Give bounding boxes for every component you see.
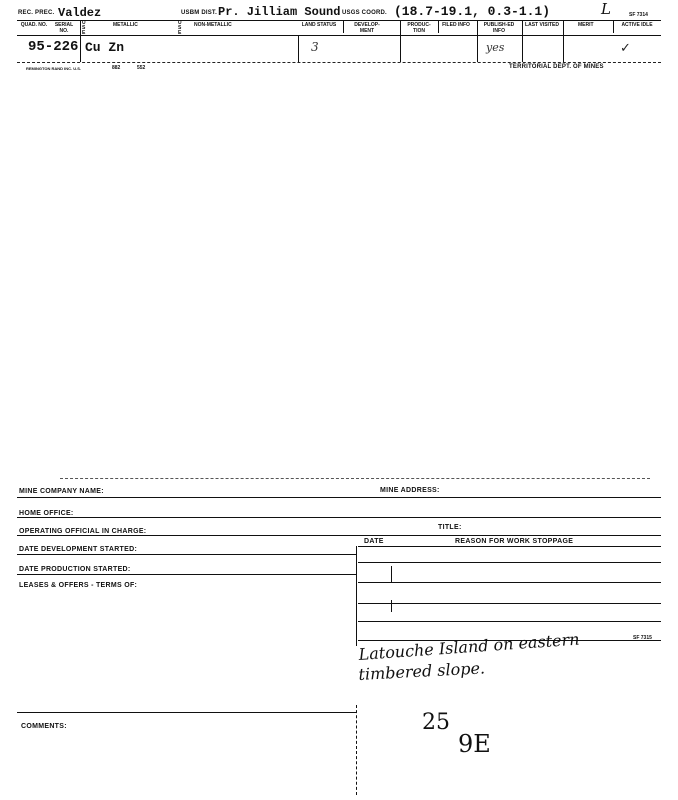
col-filed-info: FILED INFO [442,22,470,28]
production-started-label: DATE PRODUCTION STARTED: [19,566,131,573]
land-status-value: 3 [311,40,319,54]
row-rule [358,621,661,622]
mine-company-name-label: MINE COMPANY NAME: [19,488,104,495]
comments-label: COMMENTS: [21,723,67,730]
reason-header: REASON FOR WORK STOPPAGE [455,538,574,545]
usgs-coord-label: USGS COORD. [342,10,387,16]
row-rule [358,546,661,547]
form-center-divider [356,546,357,646]
date-header: DATE [364,538,384,545]
col-divider [477,21,478,62]
col-land-status: LAND STATUS [301,22,337,28]
handwritten-number-top: 25 [422,710,450,735]
col-divider [391,600,392,612]
row-rule [358,603,661,604]
corner-mark: L [601,0,611,18]
active-idle-check: ✓ [620,40,631,55]
row-rule [17,554,357,555]
col-divider [522,21,523,62]
col-divider [298,36,299,62]
col-nonmetallic: NON-METALLIC [194,22,232,28]
row-rule [17,712,357,713]
mine-address-label: MINE ADDRESS: [380,487,440,494]
row-rule [358,562,661,563]
rec-prec-value: Valdez [58,6,102,20]
handwritten-note-line-2: timbered slope. [358,658,486,684]
title-label: TITLE: [438,524,462,531]
col-metallic: METALLIC [113,22,138,28]
col-divider [400,21,401,62]
row-rule [358,582,661,583]
code-2: 552 [137,65,146,71]
col-serial-no: SERIAL NO. [54,22,74,34]
col-merit: MERIT [578,22,594,28]
code-1: 882 [112,65,121,71]
row-rule [17,535,661,536]
usgs-coord-value: (18.7-19.1, 0.3-1.1) [394,4,551,19]
usbm-dist-value: Pr. Jilliam Sound [218,5,341,19]
col-development: DEVELOP-MENT [354,22,380,34]
record-bottom-rule [17,62,661,63]
col-divider [80,21,81,62]
metallic-value: Cu Zn [85,40,125,55]
row-rule [17,517,661,518]
col-published-info: PUBLISH-ED INFO [483,22,515,34]
col-divider [343,21,344,33]
agency-name: TERRITORIAL DEPT. OF MINES [509,64,604,70]
col-quad-no: QUAD. NO. [20,22,48,28]
col-divider [613,21,614,33]
leases-label: LEASES & OFFERS - TERMS OF: [19,582,138,589]
col-production: PRODUC-TION [407,22,431,34]
col-last-visited: LAST VISITED [525,22,559,28]
form-center-divider [356,705,357,795]
row-rule [17,497,661,498]
col-divider [391,566,392,582]
printer-credit: REMINGTON RAND INC. U.S. [26,66,82,71]
col-active-idle: ACTIVE IDLE [621,22,653,28]
usbm-dist-label: USBM DIST. [181,10,218,16]
published-value: yes [486,41,505,54]
column-header-rule [17,35,661,36]
operating-official-label: OPERATING OFFICIAL IN CHARGE: [19,528,147,535]
header-rule [17,20,661,21]
home-office-label: HOME OFFICE: [19,510,74,517]
row-rule [17,574,357,575]
quad-serial-value: 95-226 [28,39,79,55]
form-code-top: SF 7314 [629,12,648,18]
handwritten-note-line-1: Latouche Island on eastern [358,629,581,664]
col-metallic-use: U S E [82,20,86,36]
col-divider [563,21,564,62]
handwritten-number-bottom: 9E [458,730,491,758]
col-nonmetallic-use: U S E [178,20,182,36]
development-started-label: DATE DEVELOPMENT STARTED: [19,546,138,553]
form-code-bottom: SF 7315 [633,635,652,641]
col-divider [438,21,439,33]
form-top-rule [60,478,650,479]
rec-prec-label: REC. PREC. [18,10,55,16]
